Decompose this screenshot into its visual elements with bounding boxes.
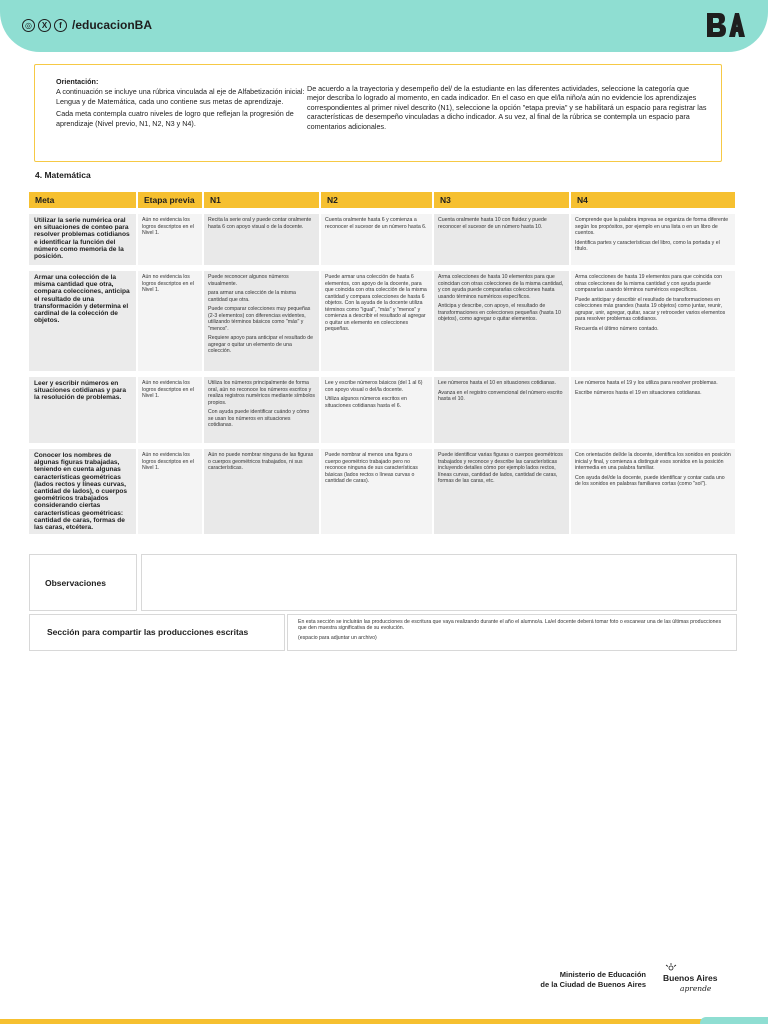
- n4-descriptor: Recuerda el último número contado.: [575, 325, 659, 332]
- n2-cell[interactable]: [321, 371, 434, 443]
- producciones-description: En esta sección se incluirán las producciones de escritura que vaya realizando durante el año el alumno/a. La/el docente deberá tomar foto o escanear una de las últimas producciones que den muestra significativa de su evolución.: [298, 619, 722, 632]
- n3-descriptor: Arma colecciones de hasta 10 elementos para que coincidan con otras colecciones de la misma cantidad, y con ayuda puede compararlas colecciones hasta usando términos numéricos específicos.: [438, 274, 564, 300]
- etapa-previa-cell[interactable]: Aún no evidencia los logros descriptos en el Nivel 1.: [138, 443, 204, 534]
- n3-descriptor: Anticipa y describe, con apoyo, el resultado de transformaciones en colecciones pequeñas (hasta 10 objetos), como agregar o quitar elementos.: [438, 303, 561, 322]
- meta-cell: Utilizar la serie numérica oral en situaciones de conteo para resolver problemas cotidianos e identificar la función del número como memoria de la posición.: [29, 208, 138, 265]
- n3-descriptor: Puede identificar varias figuras o cuerpos geométricos trabajados y reconoce y describe las características incluyendo detalles cómo por ejemplo lados rectos, líneas curvas, cantidad de lados, cantidad de caras, formas de las caras, etc.: [438, 452, 563, 484]
- n2-descriptor: Utiliza algunos números escritos en situaciones cotidianas hasta el 6.: [325, 396, 407, 409]
- observaciones-field[interactable]: [141, 554, 737, 611]
- n4-descriptor: Lee números hasta el 19 y los utiliza para resolver problemas.: [575, 380, 718, 386]
- n4-cell[interactable]: [571, 208, 737, 265]
- ministry-line1: Ministerio de Educación: [559, 970, 646, 979]
- n1-descriptor: Recita la serie oral y puede contar oralmente hasta 6 con apoyo visual o de la docente.: [208, 217, 312, 230]
- n2-descriptor: Puede armar una colección de hasta 6 elementos, con apoyo de la docente, para que coincida con otra colección de la misma cantidad y compara colecciones de hasta 6 objetos. Con la ayuda de la docente utiliza términos como "igual", "más" y "menos" y comienza a describir el resultado al agregar o quitar un elemento en colecciones pequeñas.: [325, 274, 427, 332]
- social-handle[interactable]: /educacionBA: [72, 18, 153, 32]
- header-n2: N2: [321, 192, 434, 208]
- n2-descriptor: Cuenta oralmente hasta 6 y comienza a reconocer el sucesor de un número hasta 6.: [325, 217, 427, 230]
- n1-descriptor: Puede reconocer algunos números visualmente.: [208, 274, 289, 287]
- meta-cell: Leer y escribir números en situaciones cotidianas y para la resolución de problemas.: [29, 371, 138, 443]
- orientation-para2: Cada meta contempla cuatro niveles de logro que reflejan la progresión de aprendizaje (Nivel previo, N1, N2, N3 y N4).: [56, 109, 294, 128]
- n4-descriptor: Comprende que la palabra impresa se organiza de forma diferente según los propósitos, por ejemplo en una lista o en un libro de cuentos.: [575, 217, 729, 236]
- n1-cell[interactable]: [204, 208, 321, 265]
- x-icon[interactable]: X: [38, 19, 51, 32]
- n4-cell[interactable]: [571, 443, 737, 534]
- n1-descriptor: Puede comparar colecciones muy pequeñas (2-3 elementos) con diferencias evidentes, utilizando términos básicos como "más" y "menos".: [208, 306, 311, 332]
- social-links: [22, 18, 152, 32]
- n1-descriptor: Utiliza los números principalmente de forma oral, aún no reconoce los números escritos y realiza registros numéricos mediante símbolos propios.: [208, 380, 315, 406]
- header-n3: N3: [434, 192, 571, 208]
- n4-cell[interactable]: [571, 265, 737, 371]
- orientation-left: [56, 77, 318, 131]
- n1-cell[interactable]: [204, 443, 321, 534]
- header-etapa-previa: Etapa previa: [138, 192, 204, 208]
- ministry-line2: de la Ciudad de Buenos Aires: [540, 980, 646, 989]
- n1-descriptor: Aún no puede nombrar ninguna de las figuras o cuerpos geométricos trabajados, ni sus características.: [208, 452, 314, 471]
- n4-descriptor: Identifica partes y características del libro, como la portada y el título.: [575, 239, 720, 252]
- observaciones-section: [29, 554, 737, 611]
- n4-descriptor: Escribe números hasta el 19 en situaciones cotidianas.: [575, 389, 702, 396]
- producciones-attach-hint: (espacio para adjuntar un archivo): [298, 634, 377, 641]
- n4-descriptor: Arma colecciones de hasta 19 elementos para que coincida con otras colecciones de la misma cantidad y con ayuda puede compararlas usando términos numéricos específicos.: [575, 274, 723, 293]
- n3-descriptor: Cuenta oralmente hasta 10 con fluidez y puede reconocer el sucesor de un número hasta 10.: [438, 217, 547, 230]
- n2-descriptor: Lee y escribe números básicos (del 1 al 6) con apoyo visual o del/la docente.: [325, 380, 423, 393]
- header-n1: N1: [204, 192, 321, 208]
- ministry-text: [540, 970, 646, 990]
- producciones-section: [29, 614, 737, 651]
- table-row: [29, 371, 737, 443]
- header-n4: N4: [571, 192, 737, 208]
- n3-cell[interactable]: [434, 443, 571, 534]
- producciones-upload-area[interactable]: [287, 614, 737, 651]
- n3-descriptor: Lee números hasta el 10 en situaciones cotidianas.: [438, 380, 556, 386]
- n2-descriptor: Puede nombrar al menos una figura o cuerpo geométrico trabajado pero no reconoce ninguna de sus características básicas (lados rectos o líneas curvas o cantidad de caras).: [325, 452, 418, 484]
- header-band: [0, 0, 768, 52]
- observaciones-label: Observaciones: [29, 554, 137, 611]
- rubric-table: [29, 192, 737, 534]
- meta-cell: Conocer los nombres de algunas figuras trabajadas, teniendo en cuenta algunas características geométricas (lados rectos y líneas curvas, cantidad de lados), o cuerpos geométricos trabajados considerando ciertas características geométricas: cantidad de caras, formas de las caras, etcétera.: [29, 443, 138, 534]
- orientation-label: Orientación:: [56, 77, 99, 86]
- n3-cell[interactable]: [434, 371, 571, 443]
- n1-descriptor: para armar una colección de la misma cantidad que otra.: [208, 290, 296, 303]
- n4-descriptor: Con orientación del/de la docente, identifica los sonidos en posición inicial y final, y comienza a distinguir esos sonidos en la posición intermedia en una palabra familiar.: [575, 452, 731, 471]
- bottom-teal-accent: [700, 1017, 768, 1024]
- n2-cell[interactable]: [321, 443, 434, 534]
- etapa-previa-cell[interactable]: Aún no evidencia los logros descriptos en el Nivel 1.: [138, 371, 204, 443]
- orientation-right: De acuerdo a la trayectoria y desempeño del/ de la estudiante en las diferentes actividades, seleccione la categoría que mejor describa lo logrado al momento, en cada indicador. En el caso en que el/la niño/a aún no evidencie los aprendizajes correspondientes al primer nivel descrito (N1), seleccione la opción "etapa previa" y se habilitará un espacio para registrar las características de desempeño vinculadas a dicho indicador. A su vez, al final de la rúbrica se contempla un espacio para comentarios adicionales.: [307, 84, 707, 131]
- buenos-aires-aprende-logo: [658, 963, 730, 997]
- n4-descriptor: Puede anticipar y describir el resultado de transformaciones en colecciones más grandes (hasta 19 objetos) como juntar, reunir, agrupar, unir, agregar, quitar, sacar y retroceder varios elementos para resolver problemas cotidianos.: [575, 296, 726, 322]
- meta-cell: Armar una colección de la misma cantidad que otra, compara colecciones, anticipa el resultado de una transformación y determina el cardinal de la colección de objetos.: [29, 265, 138, 371]
- etapa-previa-cell[interactable]: Aún no evidencia los logros descriptos en el Nivel 1.: [138, 208, 204, 265]
- n4-descriptor: Con ayuda del/de la docente, puede identificar y contar cada uno de los sonidos en palabras familiares cortas (como "sol").: [575, 474, 725, 487]
- table-row: [29, 208, 737, 265]
- header-meta: Meta: [29, 192, 138, 208]
- etapa-previa-cell[interactable]: Aún no evidencia los logros descriptos en el Nivel 1.: [138, 265, 204, 371]
- n4-cell[interactable]: [571, 371, 737, 443]
- n1-descriptor: Con ayuda puede identificar cuándo y cómo se usan los números en situaciones cotidianas.: [208, 409, 310, 428]
- n2-cell[interactable]: [321, 208, 434, 265]
- n1-descriptor: Requiere apoyo para anticipar el resultado de agregar o quitar un elemento de una colección.: [208, 335, 313, 354]
- n3-descriptor: Avanza en el registro convencional del número escrito hasta el 10.: [438, 389, 563, 402]
- table-row: [29, 443, 737, 534]
- orientation-box: [34, 64, 722, 162]
- table-row: [29, 265, 737, 371]
- n3-cell[interactable]: [434, 208, 571, 265]
- sparkle-icon: [663, 963, 679, 973]
- rubric-header-row: [29, 192, 737, 208]
- producciones-label: Sección para compartir las producciones escritas: [29, 614, 285, 651]
- brand-line1: Buenos Aires: [663, 973, 718, 983]
- n1-cell[interactable]: [204, 371, 321, 443]
- orientation-para1: A continuación se incluye una rúbrica vinculada al eje de Alfabetización inicial: Lengua y de Matemática, cada uno contiene sus metas de aprendizaje.: [56, 87, 305, 106]
- facebook-icon[interactable]: f: [54, 19, 67, 32]
- brand-line2: aprende: [680, 984, 712, 993]
- bottom-stripe: [0, 1019, 768, 1024]
- ba-logo: [705, 11, 745, 39]
- n1-cell[interactable]: [204, 265, 321, 371]
- section-title: 4. Matemática: [35, 170, 91, 180]
- n2-cell[interactable]: [321, 265, 434, 371]
- instagram-icon[interactable]: ◎: [22, 19, 35, 32]
- n3-cell[interactable]: [434, 265, 571, 371]
